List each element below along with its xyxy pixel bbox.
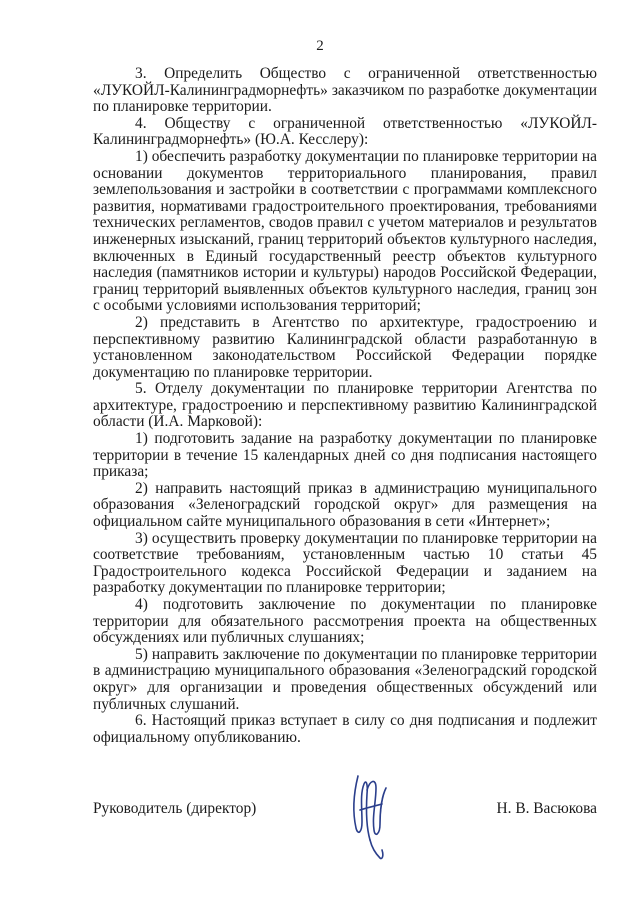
paragraph-5-department: 5. Отделу документации по планировке территории Агентства по архитектуре, градостроению и перспективному развитию Калининградской области (И.А. Марковой): (93, 380, 597, 431)
paragraph-5-item-1: 1) подготовить задание на разработку документации по планировке территории в течение 15 календарных дней со дня подписания настоящего приказа; (93, 430, 597, 481)
signatory-name: Н. В. Васюкова (496, 800, 597, 817)
handwritten-signature (336, 770, 406, 865)
paragraph-5-item-5: 5) направить заключение по документации по планировке территории в администрацию муниципального образования «Зеленоградский городской округ» для организации и проведения общественных обсуждений или публичных слушаний. (93, 645, 597, 713)
document-body (93, 66, 597, 746)
paragraph-6-effective: 6. Настоящий приказ вступает в силу со дня подписания и подлежит официальному опубликованию. (93, 712, 597, 746)
paragraph-4-item-1: 1) обеспечить разработку документации по планировке территории на основании документов территориального планирования, правил землепользования и застройки в соответствии с программами комплексного развития, нормативами градостроительного проектирования, требованиями технических регламентов, сводов правил с учетом материалов и результатов инженерных изысканий, границ территорий объектов культурного наследия, включенных в Единый государственный реестр объектов культурного наследия (памятников истории и культуры) народов Российской Федерации, границ территорий выявленных объектов культурного наследия, границ зон с особыми условиями использования территорий; (93, 147, 597, 315)
page-number: 2 (316, 38, 324, 54)
paragraph-5-item-2: 2) направить настоящий приказ в администрацию муниципального образования «Зеленоградский городской округ» для размещения на официальном сайте муниципального образования в сети «Интернет»; (93, 479, 597, 531)
paragraph-4-item-2: 2) представить в Агентство по архитектуре, градостроению и перспективному развитию Калининградской области разработанную в установленном законодательством Российской Федерации порядке документацию по планировке территории. (93, 313, 597, 381)
paragraph-4-company: 4. Обществу с ограниченной ответственностью «ЛУКОЙЛ-Калининградморнефть» (Ю.А. Кесслеру): (93, 114, 597, 149)
signatory-title: Руководитель (директор) (93, 800, 257, 817)
paragraph-5-item-3: 3) осуществить проверку документации по планировке территории на соответствие требованиям, установленным частью 10 статьи 45 Градостроительного кодекса Российской Федерации и заданием на разработку документации по планировке территории; (93, 529, 597, 597)
paragraph-3-customer: 3. Определить Общество с ограниченной ответственностью «ЛУКОЙЛ-Калининградморнефть» заказчиком по разработке документации по планировке территории. (93, 65, 597, 116)
paragraph-5-item-4: 4) подготовить заключение по документации по планировке территории для обязательного рассмотрения проекта на общественных обсуждениях или публичных слушаниях; (93, 596, 597, 647)
